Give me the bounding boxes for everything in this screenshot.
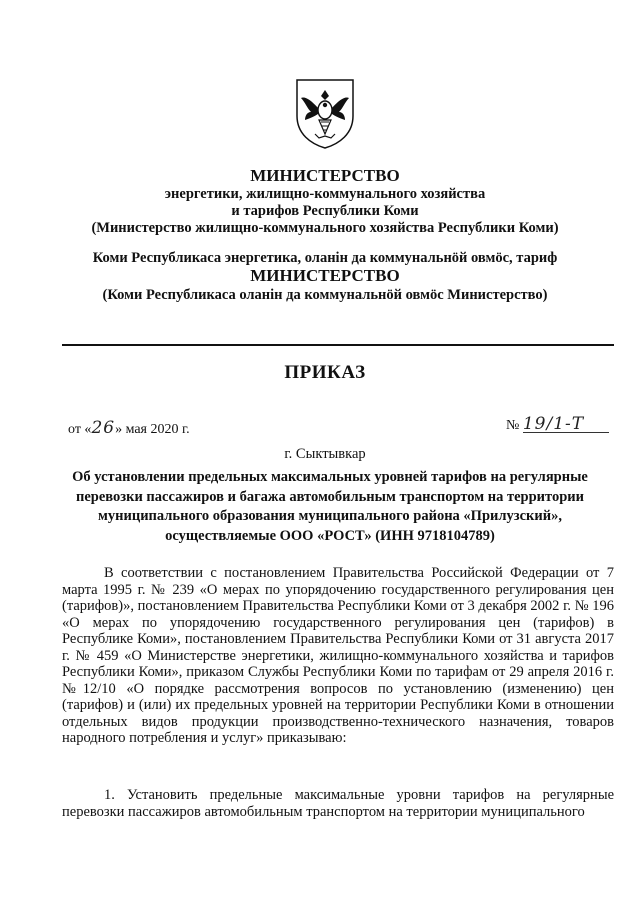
clause-1-paragraph: 1. Установить предельные максимальные уровни тарифов на регулярные перевозки пассажиров автомобильным транспортом на территории муниципального: [62, 787, 614, 820]
document-type-title: ПРИКАЗ: [284, 362, 366, 383]
preamble-paragraph: В соответствии с постановлением Правительства Российской Федерации от 7 марта 1995 г. № 239 «О мерах по упорядочению государственного регулирования цен (тарифов)», постановлением Правительства Республики Коми от 3 декабря 2002 г. № 196 «О мерах по упорядочению государственного регулирования цен (тарифов) в Республике Коми», постановлением Правительства Республики Коми от 31 августа 2017 г. № 459 «О Министерстве энергетики, жилищно-коммунального хозяйства и тарифов Республики Коми», приказом Службы Республики Коми по тарифам от 29 апреля 2016 г. №12/10 «О порядке рассмотрения вопросов по установлению (изменению) цен (тарифов) и (или) их предельных уровней на территории Республики Коми в отношении отдельных видов продукции производственно-технического назначения, товаров народного потребления и услуг» приказываю:: [62, 565, 614, 746]
ministry-name-line-3: (Министерство жилищно-коммунального хозяйства Республики Коми): [91, 220, 559, 236]
date-day-handwritten: 26: [91, 418, 116, 438]
number-handwritten: 19/1-Т: [523, 416, 609, 433]
number-sign: №: [506, 418, 520, 433]
komi-coat-of-arms-icon: [293, 76, 357, 150]
order-number: [506, 416, 609, 434]
komi-name-line-2: (Коми Республикаса оланiн да коммунальнöй овмöс Министерство): [102, 287, 548, 303]
ministry-name-line-2: и тарифов Республики Коми: [231, 203, 419, 219]
city: г. Сыктывкар: [284, 446, 366, 462]
date-rest: » мая 2020 г.: [115, 422, 190, 437]
ministry-name-line-1: энергетики, жилищно-коммунального хозяйства: [164, 186, 486, 202]
order-subject-title: Об установлении предельных максимальных уровней тарифов на регулярные перевозки пассажиров и багажа автомобильным транспортом на территории муниципального образования муниципального района «Прилузский», осуществляемые ООО «РОСТ» (ИНН 9718104789): [72, 469, 588, 544]
ministry-heading: МИНИСТЕРСТВО: [250, 166, 400, 185]
order-date: [68, 418, 190, 438]
komi-name-line-1: Коми Республикаса энергетика, оланiн да коммунальнöй овмöс, тариф: [92, 250, 558, 266]
komi-ministry-heading: МИНИСТЕРСТВО: [250, 266, 400, 285]
header-divider: [62, 344, 614, 346]
date-prefix: от «: [68, 422, 92, 437]
